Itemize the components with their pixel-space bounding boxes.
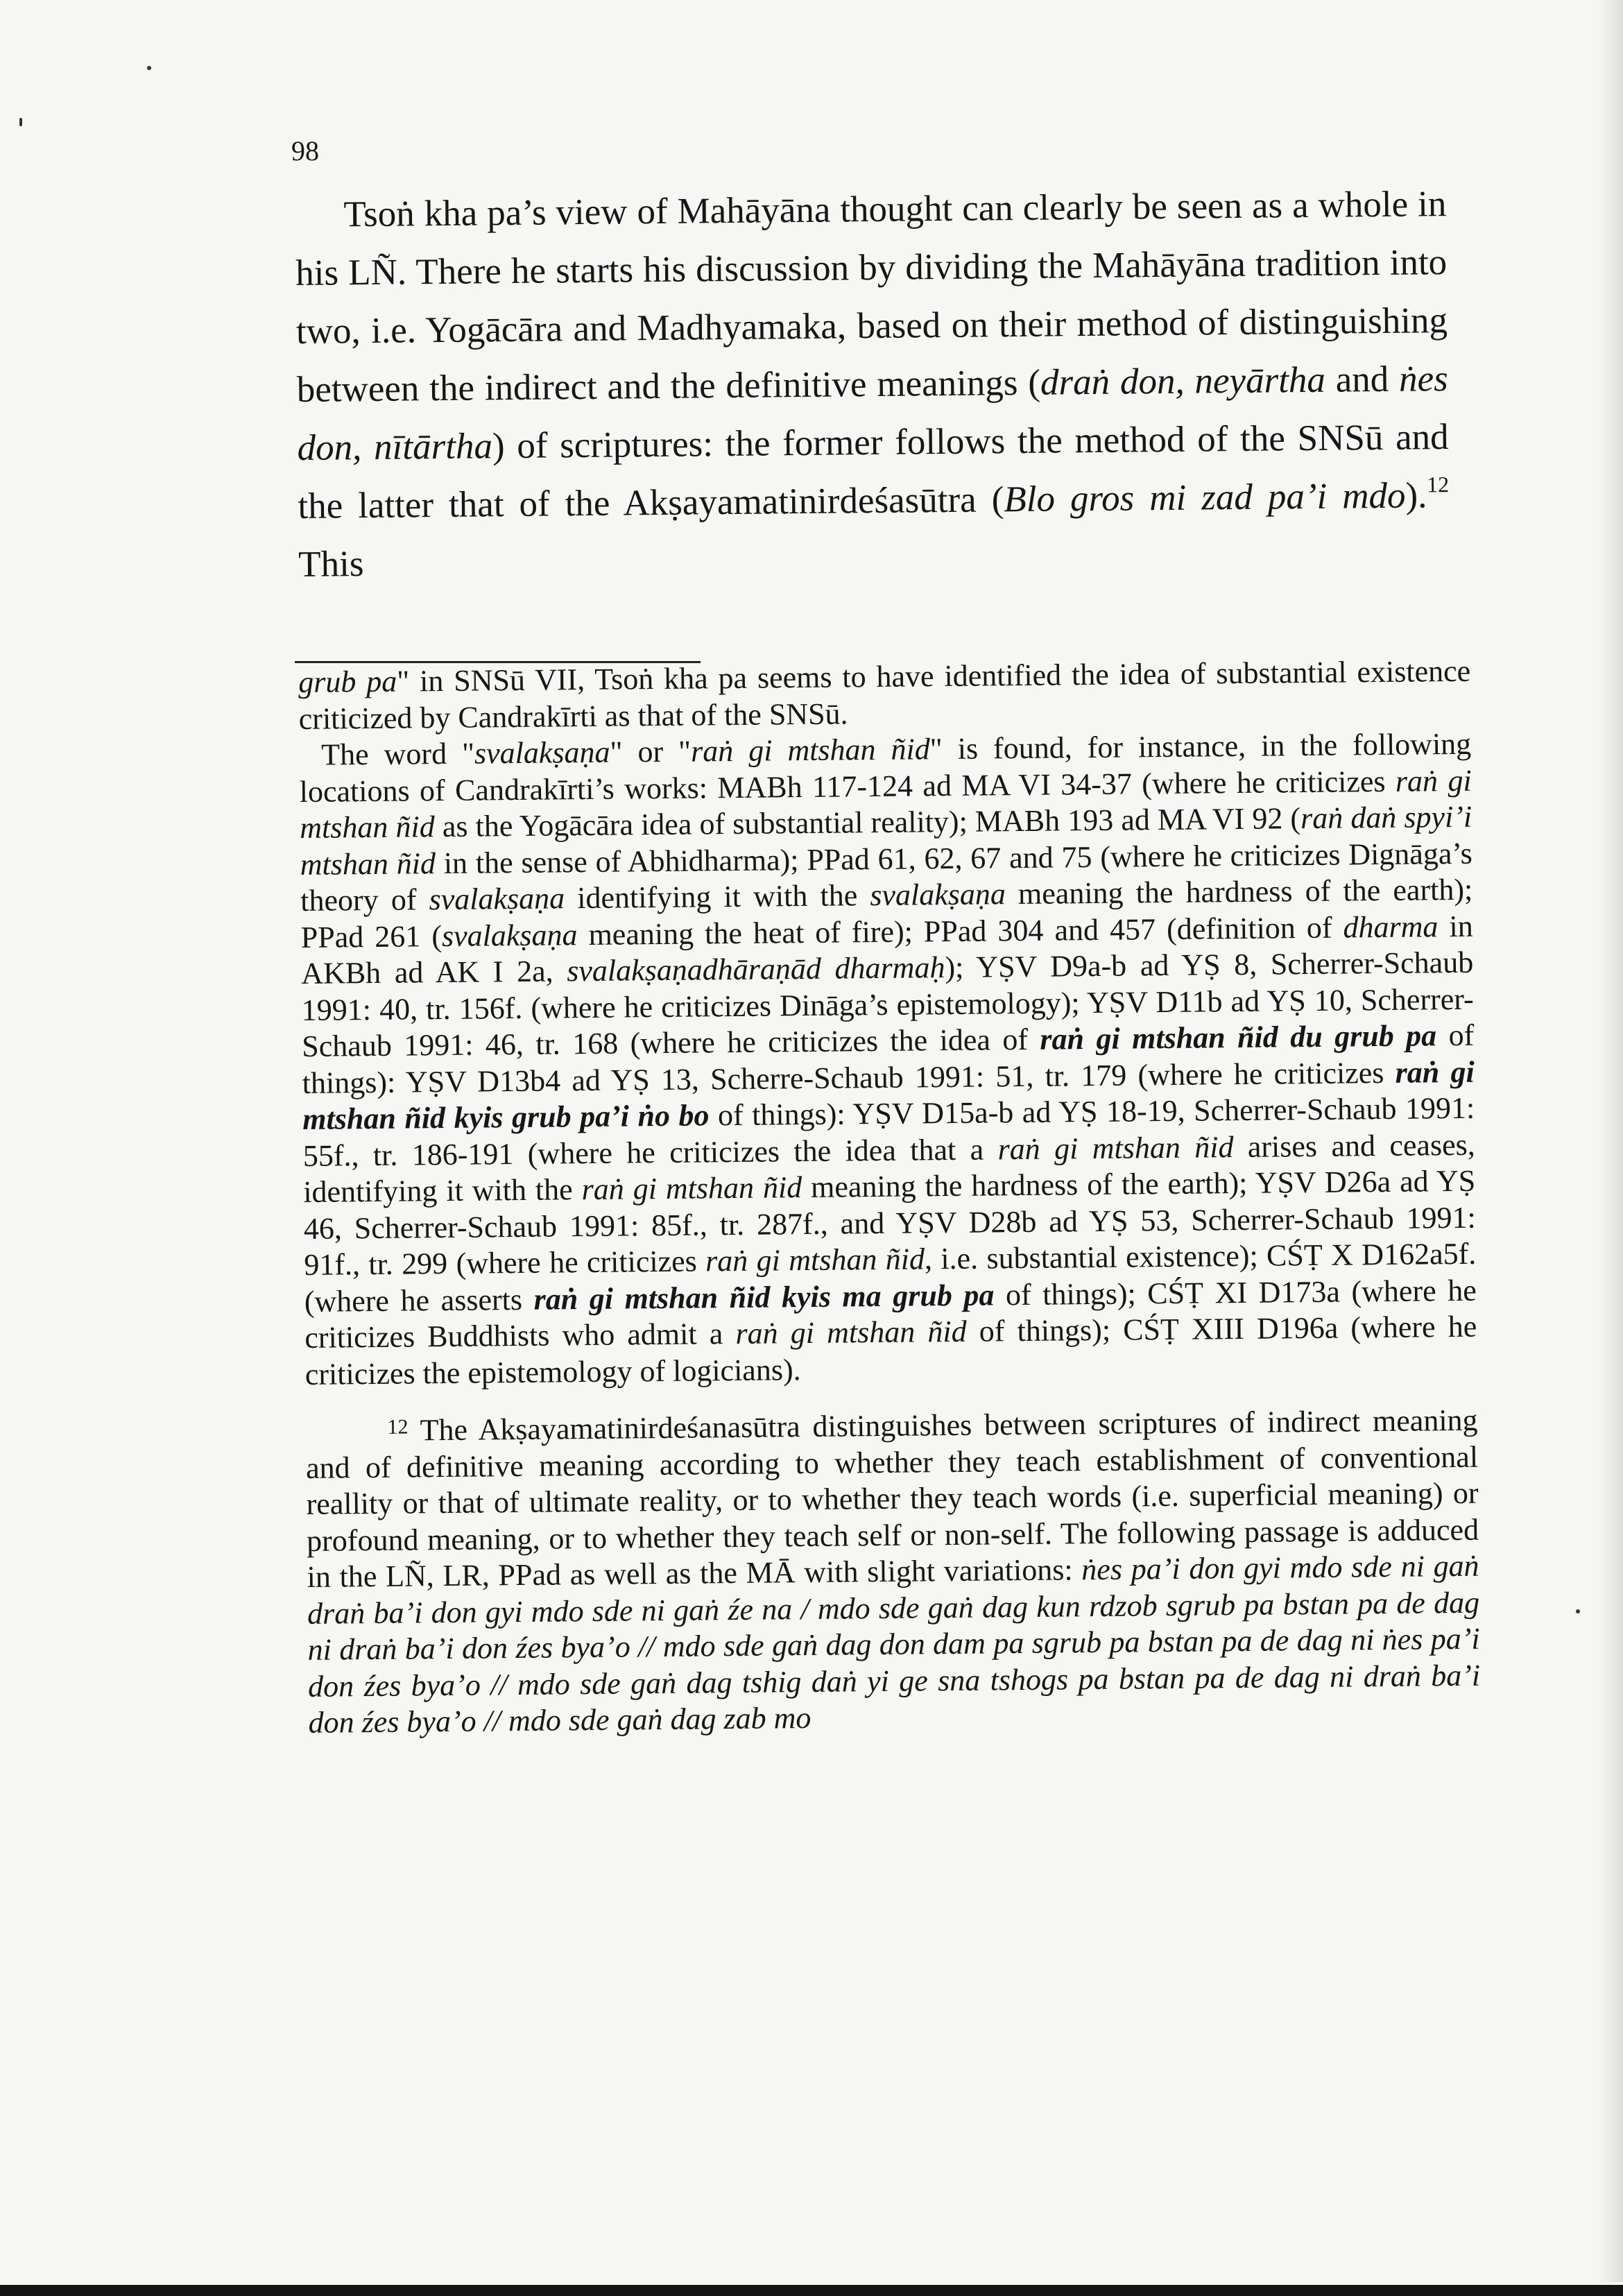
- italic-run: raṅ gi mtshan ñid: [705, 1242, 925, 1278]
- footnote-ref: 12: [387, 1415, 409, 1439]
- text-run: The word ": [321, 736, 475, 772]
- text-run: arises and ceases, identifying it with the: [303, 1127, 1475, 1209]
- italic-run: grub pa: [298, 664, 397, 699]
- italic-run: draṅ don, neyārtha: [1040, 359, 1326, 403]
- footnotes: [298, 653, 1481, 1742]
- italic-run: svalakṣaṇa: [429, 881, 565, 917]
- speck-mark: [147, 66, 151, 70]
- italic-run: dharma: [1343, 909, 1439, 945]
- italic-run: raṅ gi mtshan ñid: [690, 732, 930, 769]
- page-edge-shadow: [1598, 0, 1623, 2282]
- text-run: Tsoṅ kha pa’s view of Mahāyāna thought can clearly be seen as a whole in his LÑ. There he starts his discussion by dividing the Mahāyāna tradition into two, i.e. Yogācāra and Madhyamaka, based on their method of distinguishing between the indirect and the definitive meanings (: [295, 184, 1448, 410]
- footnote-svalaksana-paragraph: [299, 726, 1477, 1393]
- text-run: This: [298, 544, 364, 585]
- italic-run: svalakṣaṇadhāraṇād dharmaḥ: [567, 950, 945, 988]
- text-run: and: [1325, 359, 1400, 400]
- text-run: in AKBh ad AK I 2a,: [301, 909, 1473, 991]
- italic-run: raṅ gi mtshan ñid: [997, 1129, 1234, 1166]
- text-run: identifying it with the: [564, 878, 870, 916]
- speck-mark: [19, 118, 22, 126]
- page-number: 98: [291, 135, 319, 166]
- text-run: The Akṣayamatinirdeśanasūtra distinguishes between scriptures of indirect meaning and of definitive meaning according to whether they teach establishment of conventional reallity or that of ultimate reality, or to whether they teach words (i.e. superficial meaning) or profound meaning, or to whether they teach self or non-self. The following passage is adduced in the LÑ, LR, PPad as well as the MĀ with slight variations:: [305, 1403, 1479, 1594]
- speck-mark: [1576, 1609, 1580, 1613]
- italic-run: raṅ gi mtshan ñid: [735, 1314, 967, 1351]
- footnote-ref: 12: [1427, 472, 1450, 497]
- scan-bottom-edge: [0, 2285, 1623, 2296]
- text-run: " or ": [610, 734, 692, 769]
- italic-run: svalakṣaṇa: [474, 735, 610, 771]
- italic-run: raṅ daṅ spyi’i mtshan ñid: [300, 799, 1472, 882]
- text-run: of things): YṢV D15a-b ad YṢ 18-19, Scherrer-Schaub 1991: 55f., tr. 186-191 (where he criticizes the idea that a: [302, 1090, 1475, 1173]
- text-run: ) of scriptures: the former follows the method of the SNSū and the latter that of the Akṣayamatinirdeśasūtra (: [298, 417, 1449, 526]
- italic-run: ṅes don, nītārtha: [297, 359, 1449, 468]
- italic-run: ṅes pa’i don gyi mdo sde ni gaṅ draṅ ba’i don gyi mdo sde ni gaṅ źe na / mdo sde gaṅ dag kun rdzob sgrub pa bstan pa de dag ni draṅ ba’i don źes bya’o // mdo sde gaṅ dag don dam pa sgrub pa bstan pa de dag ni ṅes pa’i don źes bya’o // mdo sde gaṅ dag tshig daṅ yi ge sna tshogs pa bstan pa de dag ni draṅ ba’i don źes bya’o // mdo sde gaṅ dag zab mo: [307, 1548, 1481, 1740]
- main-paragraph: [295, 175, 1450, 594]
- text-run: , i.e. substantial existence); CŚṬ X D162a5f. (where he asserts: [304, 1236, 1477, 1319]
- main-text: [295, 175, 1450, 594]
- text-run: of things): YṢV D13b4 ad YṢ 13, Scherre-Schaub 1991: 51, tr. 179 (where he criticizes: [302, 1018, 1475, 1100]
- text-run: meaning the heat of fire); PPad 304 and 457 (definition of: [577, 910, 1343, 952]
- italic-run: raṅ gi mtshan ñid: [300, 763, 1472, 845]
- text-run: meaning the hardness of the earth); YṢV D26a ad YṢ 46, Scherrer-Schaub 1991: 85f., tr. 287f., and YṢV D28b ad YṢ 53, Scherrer-Schaub 1991: 91f., tr. 299 (where he criticizes: [303, 1163, 1476, 1282]
- italic-run: svalakṣaṇa: [441, 917, 578, 953]
- footnote-continuation: [298, 653, 1471, 737]
- text-run: ).: [1405, 475, 1427, 516]
- text-run: ); YṢV D9a-b ad YṢ 8, Scherrer-Schaub 1991: 40, tr. 156f. (where he criticizes Dināga’s epistemology); YṢV D11b ad YṢ 10, Scherrer-Schaub 1991: 46, tr. 168 (where he criticizes the idea of: [301, 945, 1474, 1063]
- bold-italic-run: raṅ gi mtshan ñid kyis ma grub pa: [533, 1277, 995, 1317]
- italic-run: svalakṣaṇa: [870, 877, 1006, 913]
- italic-run: raṅ gi mtshan ñid: [581, 1170, 802, 1207]
- bold-italic-run: raṅ gi mtshan ñid du grub pa: [1040, 1018, 1437, 1056]
- bold-italic-run: raṅ gi mtshan ñid kyis grub pa’i ṅo bo: [302, 1054, 1475, 1136]
- text-run: of things); CŚṬ XIII D196a (where he criticizes the epistemology of logicians).: [304, 1309, 1477, 1391]
- italic-run: Blo gros mi zad pa’i mdo: [1004, 475, 1406, 520]
- text-run: of things); CŚṬ XI D173a (where he criticizes Buddhists who admit a: [304, 1273, 1477, 1355]
- text-run: meaning the hardness of the earth); PPad 261 (: [300, 872, 1473, 954]
- text-run: as the Yogācāra idea of substantial reality); MABh 193 ad MA VI 92 (: [434, 801, 1301, 844]
- text-run: " is found, for instance, in the following locations of Candrakīrti’s works: MABh 117-124 ad MA VI 34-37 (where he criticizes: [299, 726, 1472, 809]
- text-run: " in SNSū VII, Tsoṅ kha pa seems to have identified the idea of substantial existence criticized by Candrakīrti as that of the SNSū.: [298, 653, 1471, 736]
- footnote-12: [305, 1403, 1480, 1742]
- text-run: in the sense of Abhidharma); PPad 61, 62, 67 and 75 (where he criticizes Dignāga’s theory of: [300, 836, 1472, 918]
